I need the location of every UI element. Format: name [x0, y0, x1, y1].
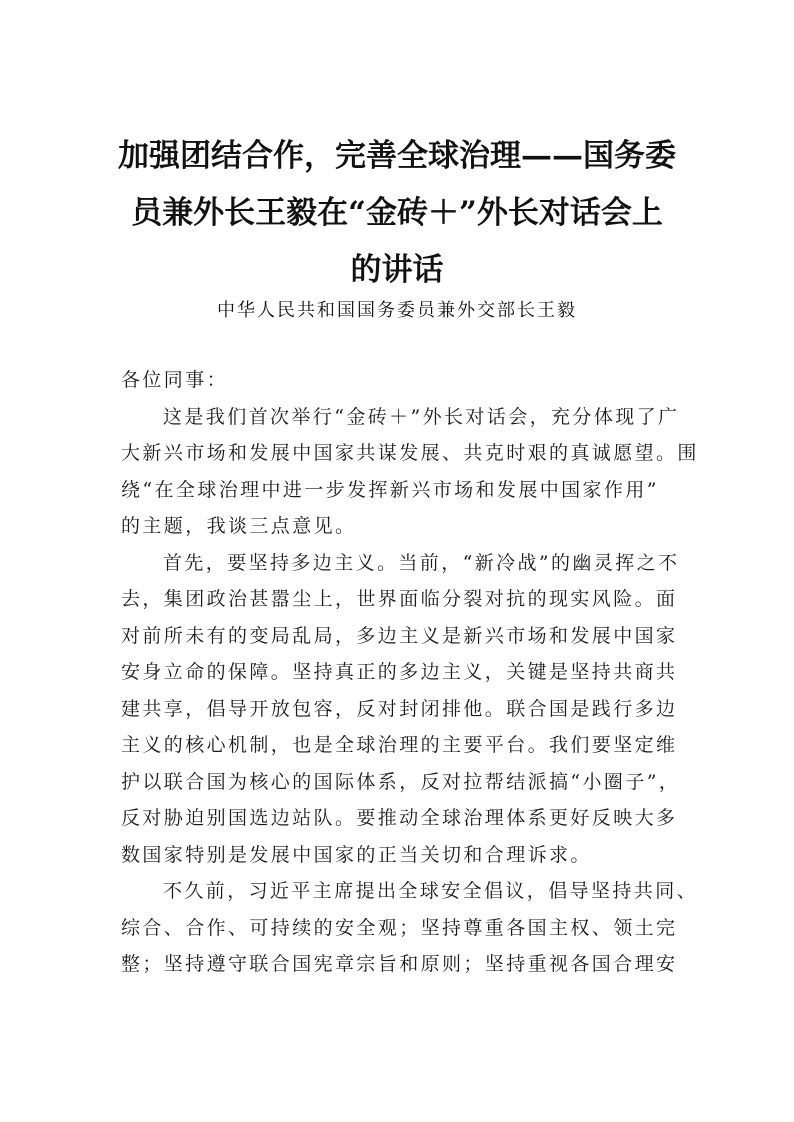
- paragraph: [121, 399, 699, 545]
- paragraph-line: 数国家特别是发展中国家的正当关切和合理诉求。: [121, 843, 592, 866]
- document-title: [100, 128, 694, 299]
- paragraph-line: 这是我们首次举行“金砖＋”外长对话会，充分体现了广: [163, 405, 680, 428]
- paragraph-line: 绕“在全球治理中进一步发挥新兴市场和发展中国家作用”: [121, 478, 659, 501]
- paragraph-line: 不久前，习近平主席提出全球安全倡议，倡导坚持共同、: [163, 880, 699, 902]
- paragraph-line: 安身立命的保障。坚持真正的多边主义，关键是坚持共商共: [121, 661, 678, 683]
- paragraph-line: 建共享，倡导开放包容，反对封闭排他。联合国是践行多边: [121, 697, 678, 720]
- paragraph-line: 整；坚持遵守联合国宪章宗旨和原则；坚持重视各国合理安: [121, 953, 678, 975]
- paragraph-line: 去，集团政治甚嚣尘上，世界面临分裂对抗的现实风险。面: [121, 588, 678, 610]
- title-line: 加强团结合作，完善全球治理——国务委: [118, 138, 676, 174]
- paragraph-line: 的主题，我谈三点意见。: [121, 515, 357, 537]
- title-line: 员兼外长王毅在“金砖＋”外长对话会上: [131, 195, 663, 231]
- paragraph-line: 主义的核心机制，也是全球治理的主要平台。我们要坚定维: [121, 734, 678, 756]
- salutation: 各位同事：: [121, 369, 229, 391]
- title-line: 的讲话: [350, 252, 444, 288]
- paragraph: [121, 545, 691, 874]
- paragraph-line: 大新兴市场和发展中国家共谋发展、共克时艰的真诚愿望。围: [121, 442, 699, 464]
- paragraph-line: 对前所未有的变局乱局，多边主义是新兴市场和发展中国家: [121, 624, 678, 647]
- paragraph: [121, 873, 699, 983]
- paragraph-line: 综合、合作、可持续的安全观；坚持尊重各国主权、领土完: [121, 916, 678, 939]
- document-body: [121, 362, 699, 983]
- paragraph-line: 护以联合国为核心的国际体系，反对拉帮结派搞“小圈子”，: [121, 770, 681, 793]
- paragraph-line: 首先，要坚持多边主义。当前，“新冷战”的幽灵挥之不: [163, 551, 680, 574]
- document-author: 中华人民共和国国务委员兼外交部长王毅: [217, 300, 577, 321]
- paragraph-line: 反对胁迫别国选边站队。要推动全球治理体系更好反映大多: [121, 807, 678, 829]
